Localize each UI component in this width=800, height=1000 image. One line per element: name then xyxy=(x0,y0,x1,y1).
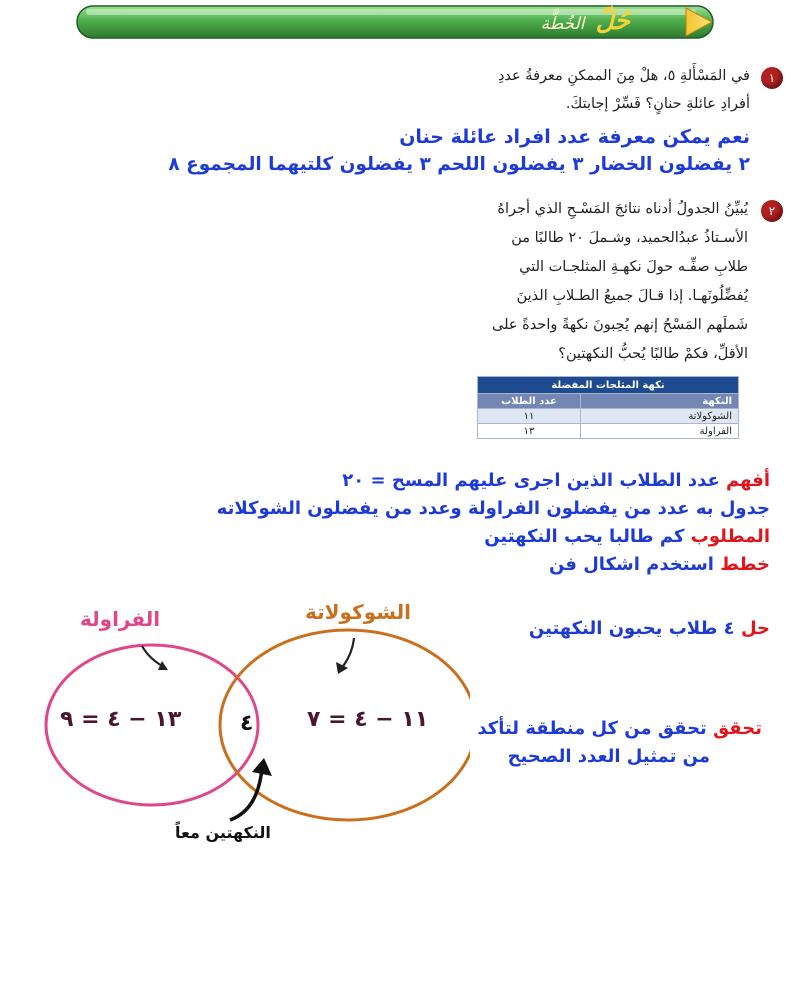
question-2-line: الأقلِّ، فكمْ طالبًا يُحبُّ النكهتين؟ xyxy=(558,346,748,362)
table-row xyxy=(478,409,739,424)
table-cell-count: ١١ xyxy=(478,409,581,424)
intersection-value: ٤ xyxy=(240,711,254,736)
question-2-line: الأسـتاذُ عبدُالحميد، وشـملَ ٢٠ طالبًا من xyxy=(511,230,748,246)
banner-solve-word: حُلّ xyxy=(595,6,630,35)
understand-label: أفهم xyxy=(726,470,770,491)
question-1-line1: في المَسْأَلةِ ٥، هلْ مِنَ الممكنِ معرفةُ عددِ xyxy=(497,68,750,84)
chocolate-arrow-head xyxy=(336,662,348,674)
question-2-line: شَملَهم المَسْحُ إنهم يُحِبونَ نكهةً واحدةً على xyxy=(492,317,748,333)
question-2-number: ٢ xyxy=(761,200,783,222)
chocolate-label: الشوكولاتة xyxy=(305,600,411,624)
plan-text: استخدم اشكال فن xyxy=(548,554,721,575)
table-title: نكهة المثلجات المفضلة xyxy=(478,377,739,394)
both-flavors-label: النكهتين معاً xyxy=(175,823,271,842)
strawberry-only-expression: ١٣ − ٤ = ٩ xyxy=(60,707,182,732)
solve-line xyxy=(470,618,770,639)
table-header-count: عدد الطلاب xyxy=(478,394,581,409)
table-cell-flavor: الشوكولاتة xyxy=(581,409,739,424)
table-header-flavor: النكهة xyxy=(581,394,739,409)
question-1-line2: أفرادِ عائلةِ حنانٍ؟ فَسِّرْ إجابتكَ. xyxy=(565,96,750,112)
table-row xyxy=(478,424,739,439)
plan-label: خطط xyxy=(720,554,770,575)
strawberry-label: الفراولة xyxy=(80,607,161,631)
question-2-line: يُفضِّلُونَهـا. إذا قـالَ جميعُ الطـلابِ الذينَ xyxy=(516,288,748,304)
plan-line xyxy=(370,554,770,575)
question-2-line: طلابِ صفِّـه حولَ نكهـةِ المثلجـات التي xyxy=(519,259,748,275)
check-label: تحقق xyxy=(713,718,762,739)
table-cell-count: ١٣ xyxy=(478,424,581,439)
table-cell-flavor: الفراولة xyxy=(581,424,739,439)
table-description-line: جدول به عدد من يفضلون الفراولة وعدد من يفضلون الشوكلاته xyxy=(216,498,770,519)
required-line xyxy=(370,526,770,547)
banner-plan-word: الخُطَّة xyxy=(540,14,585,34)
required-label: المطلوب xyxy=(690,526,770,547)
solve-label: حل xyxy=(740,618,770,639)
intersection-arrow-head xyxy=(252,758,272,776)
flavor-table xyxy=(477,376,739,439)
question-1-answer-line1: نعم يمكن معرفة عدد افراد عائلة حنان xyxy=(399,126,750,148)
chocolate-only-expression: ١١ − ٤ = ٧ xyxy=(307,707,429,732)
question-1-number: ١ xyxy=(761,67,783,89)
check-line-2: من تمثيل العدد الصحيح xyxy=(507,746,710,767)
check-line xyxy=(442,718,762,739)
understand-line xyxy=(210,470,770,491)
required-text: كم طالبا يحب النكهتين xyxy=(484,526,691,547)
question-1-answer-line2: ٢ يفضلون الخضار ٣ يفضلون اللحم ٣ يفضلون كلتيهما المجموع ٨ xyxy=(168,154,750,175)
understand-text: عدد الطلاب الذين اجرى عليهم المسح = ٢٠ xyxy=(342,470,727,491)
solve-text: ٤ طلاب يحبون النكهتين xyxy=(528,618,741,639)
banner-title xyxy=(430,6,630,34)
question-2-line: يُبيِّنُ الجدولُ أدناه نتائجَ المَسْـحِ الذي أجراهُ xyxy=(497,201,748,217)
check-text: تحقق من كل منطقة لتأكد xyxy=(477,718,714,739)
